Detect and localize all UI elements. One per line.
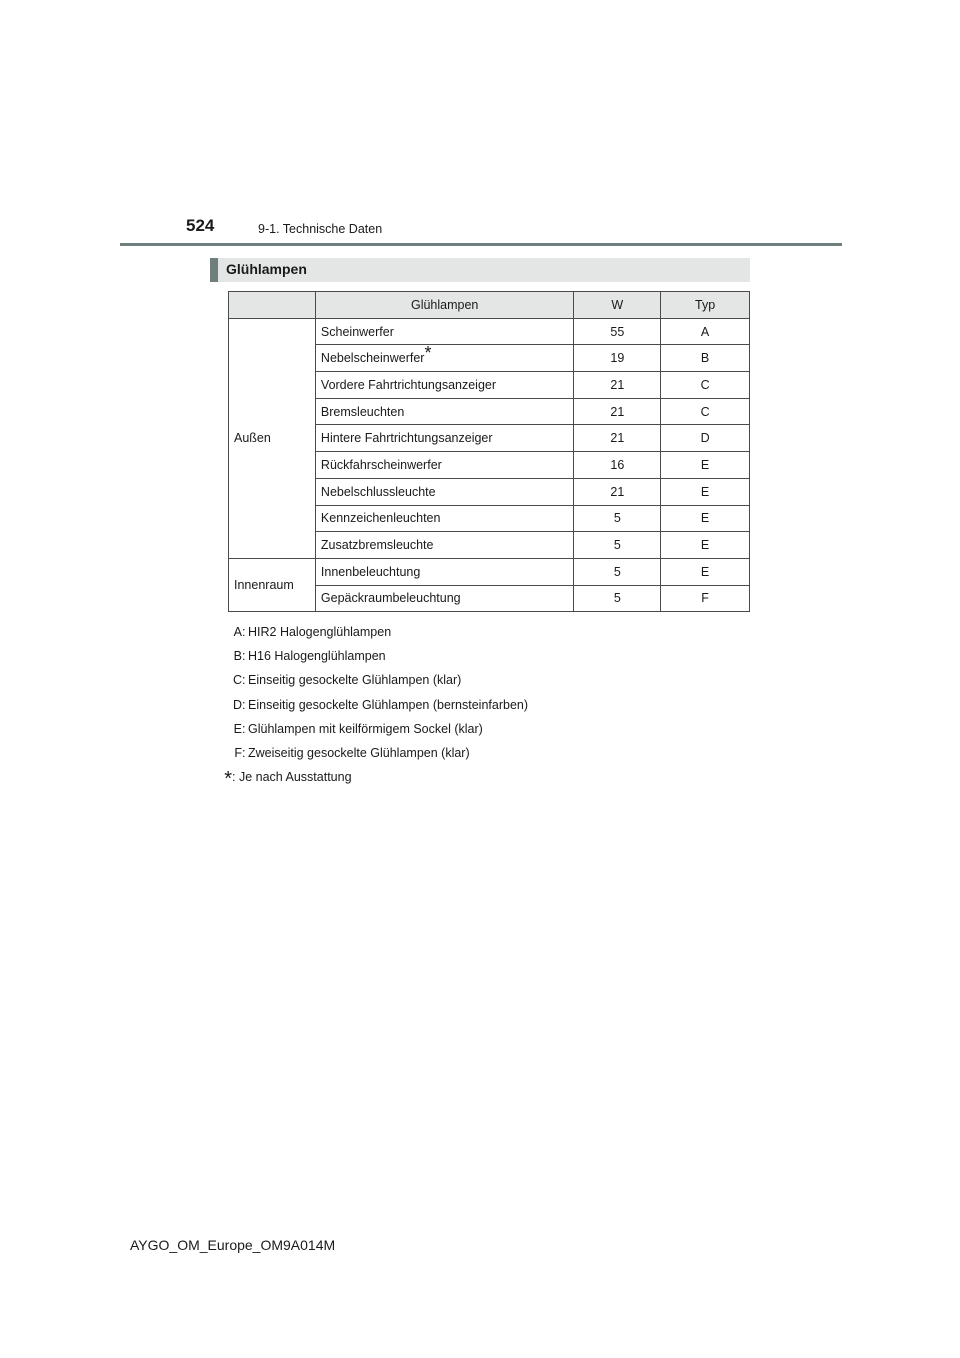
- bulb-name: Nebelschlussleuchte: [320, 484, 436, 499]
- bulb-name: Vordere Fahrtrichtungsanzeiger: [320, 377, 497, 392]
- bulb-name-cell: [315, 478, 574, 505]
- bulb-name: Gepäckraumbeleuchtung: [320, 591, 461, 606]
- bulb-name-cell: [315, 585, 574, 612]
- type-cell: E: [661, 452, 750, 479]
- note-separator: :: [242, 697, 246, 712]
- section-heading: Glühlampen: [226, 261, 307, 277]
- footnote-text: : Je nach Ausstattung: [232, 770, 352, 785]
- bulb-name: Nebelscheinwerfer: [320, 351, 425, 366]
- watt-cell: 5: [574, 585, 661, 612]
- bulb-name: Zusatzbremsleuchte: [320, 538, 434, 553]
- watt-cell: 21: [574, 398, 661, 425]
- bulb-name-cell: [315, 398, 574, 425]
- column-header-group: [229, 292, 316, 319]
- note-item: [220, 620, 528, 644]
- bulb-name: Hintere Fahrtrichtungsanzeiger: [320, 431, 493, 446]
- bulb-name: Rückfahrscheinwerfer: [320, 457, 442, 472]
- table-header-row: [229, 292, 750, 319]
- watt-cell: 55: [574, 318, 661, 345]
- notes-list: [220, 620, 528, 789]
- footnote-symbol: *: [224, 768, 232, 791]
- bulb-name-cell: [315, 532, 574, 559]
- note-text: HIR2 Halogenglühlampen: [248, 625, 392, 639]
- page-footer: AYGO_OM_Europe_OM9A014M: [130, 1237, 336, 1253]
- bulb-name-cell: [315, 345, 574, 372]
- type-cell: E: [661, 478, 750, 505]
- note-key: E: [233, 721, 242, 736]
- row-group-label: Außen: [229, 318, 316, 558]
- type-cell: D: [661, 425, 750, 452]
- bulb-table: [228, 291, 750, 612]
- type-cell: E: [661, 532, 750, 559]
- note-key: C: [232, 673, 242, 688]
- watt-cell: 21: [574, 372, 661, 399]
- bulb-name-cell: [315, 452, 574, 479]
- footnote-marker: *: [424, 343, 432, 364]
- note-text: Einseitig gesockelte Glühlampen (bernsteinfarben): [248, 697, 529, 712]
- bulb-name-cell: [315, 372, 574, 399]
- note-separator: :: [242, 625, 246, 639]
- bulb-name: Scheinwerfer: [320, 324, 394, 339]
- bulb-name: Kennzeichenleuchten: [320, 511, 441, 526]
- table-row: [229, 318, 750, 345]
- note-item: [220, 693, 528, 717]
- type-cell: F: [661, 585, 750, 612]
- note-text: Glühlampen mit keilförmigem Sockel (klar): [248, 721, 483, 736]
- bulb-name-cell: [315, 505, 574, 532]
- watt-cell: 21: [574, 478, 661, 505]
- type-cell: B: [661, 345, 750, 372]
- header-rule: [120, 243, 842, 246]
- table-row: [229, 558, 750, 585]
- note-key: B: [233, 649, 242, 664]
- section-heading-bar: [210, 258, 750, 282]
- note-separator: :: [242, 649, 246, 664]
- table-body: [229, 318, 750, 612]
- watt-cell: 5: [574, 505, 661, 532]
- type-cell: E: [661, 558, 750, 585]
- footnote: [220, 765, 528, 789]
- column-header-type: Typ: [661, 292, 750, 319]
- bulb-name-cell: [315, 318, 574, 345]
- section-title: 9-1. Technische Daten: [258, 222, 383, 236]
- column-header-bulb: Glühlampen: [315, 292, 574, 319]
- note-key: A: [233, 625, 242, 639]
- note-item: [220, 717, 528, 741]
- type-cell: C: [661, 372, 750, 399]
- type-cell: A: [661, 318, 750, 345]
- watt-cell: 19: [574, 345, 661, 372]
- bulb-name: Innenbeleuchtung: [320, 564, 421, 579]
- note-item: [220, 644, 528, 668]
- watt-cell: 16: [574, 452, 661, 479]
- page-number: 524: [186, 216, 215, 235]
- bulb-name-cell: [315, 425, 574, 452]
- note-separator: :: [242, 721, 246, 736]
- note-key: F: [234, 746, 242, 761]
- bulb-name: Bremsleuchten: [320, 404, 405, 419]
- watt-cell: 5: [574, 532, 661, 559]
- note-key: D: [232, 697, 242, 712]
- note-text: Einseitig gesockelte Glühlampen (klar): [248, 673, 462, 688]
- type-cell: E: [661, 505, 750, 532]
- row-group-label: Innenraum: [229, 558, 316, 611]
- bulb-name-cell: [315, 558, 574, 585]
- note-text: H16 Halogenglühlampen: [248, 649, 386, 664]
- type-cell: C: [661, 398, 750, 425]
- watt-cell: 21: [574, 425, 661, 452]
- column-header-watt: W: [574, 292, 661, 319]
- watt-cell: 5: [574, 558, 661, 585]
- note-text: Zweiseitig gesockelte Glühlampen (klar): [248, 746, 470, 761]
- note-separator: :: [242, 673, 246, 688]
- note-item: [220, 668, 528, 692]
- note-item: [220, 741, 528, 765]
- note-separator: :: [242, 746, 246, 761]
